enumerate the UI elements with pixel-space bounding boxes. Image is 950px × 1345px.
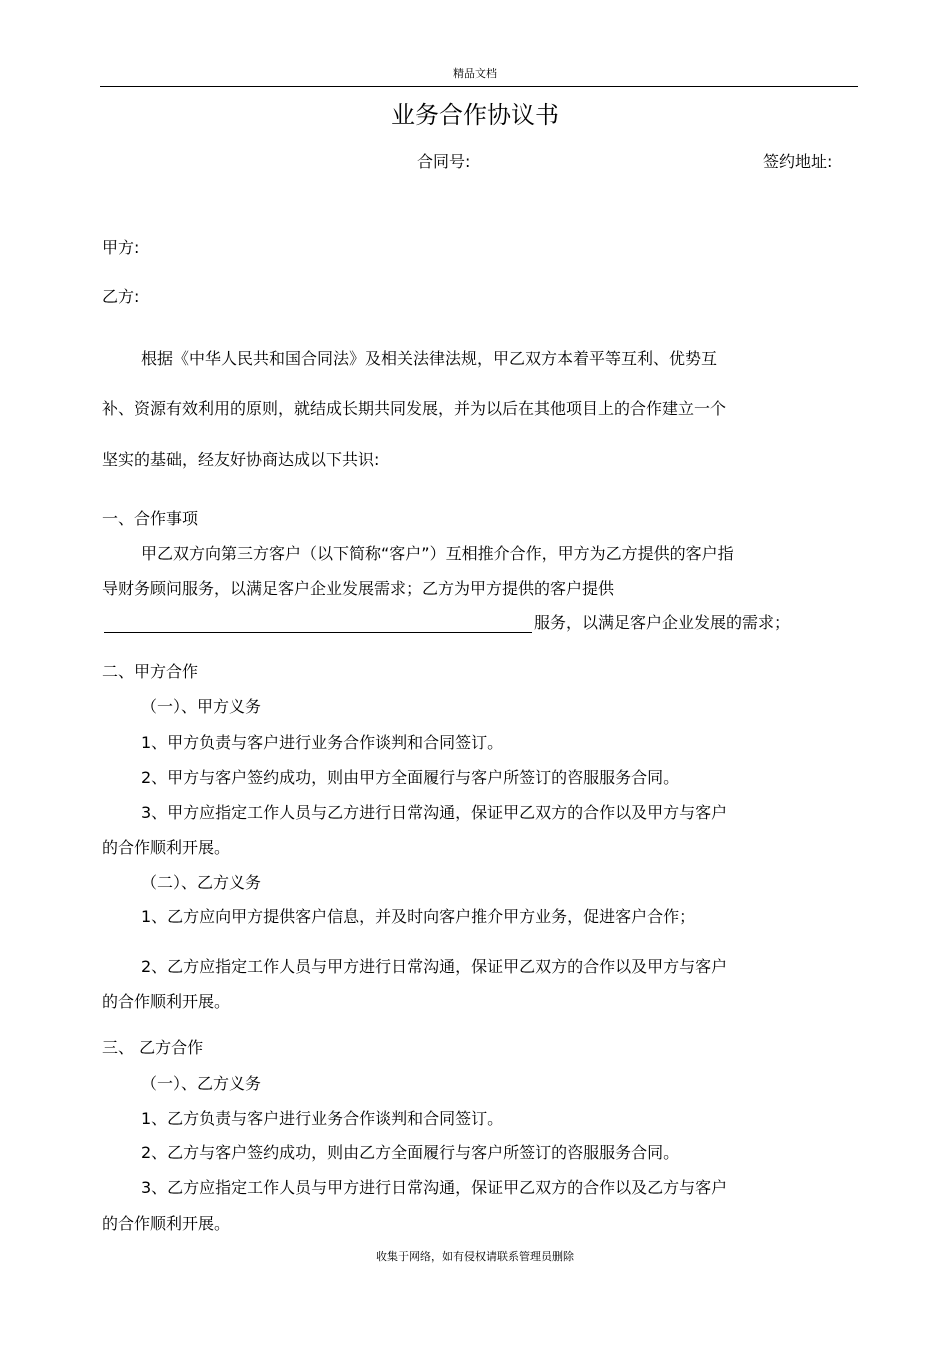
section-3-sub-1-item: 2、乙方与客户签约成功，则由乙方全面履行与客户所签订的咨服服务合同。 — [141, 1143, 680, 1162]
fill-in-blank-line — [104, 632, 532, 633]
section-2-sub-1-continuation: 的合作顺利开展。 — [102, 838, 231, 857]
preamble-line-1: 根据《中华人民共和国合同法》及相关法律法规，甲乙双方本着平等互利、优势互 — [141, 349, 718, 368]
contract-number-label: 合同号: — [417, 152, 471, 171]
section-1-line-2: 导财务顾问服务，以满足客户企业发展需求；乙方为甲方提供的客户提供 — [102, 579, 615, 598]
signing-address-label: 签约地址: — [763, 152, 833, 171]
section-2-sub-2-continuation: 的合作顺利开展。 — [102, 992, 231, 1011]
section-2-sub-2-heading: （二）、乙方义务 — [141, 873, 262, 892]
page-header: 精品文档 — [453, 67, 497, 80]
preamble-line-2: 补、资源有效利用的原则，就结成长期共同发展，并为以后在其他项目上的合作建立一个 — [102, 399, 727, 418]
section-1-line-3: 服务，以满足客户企业发展的需求； — [534, 613, 791, 632]
header-rule — [100, 86, 858, 87]
section-1-heading: 一、合作事项 — [102, 509, 199, 528]
document-title: 业务合作协议书 — [391, 101, 559, 129]
section-2-sub-1-heading: （一）、甲方义务 — [141, 697, 262, 716]
preamble-line-3: 坚实的基础，经友好协商达成以下共识: — [102, 450, 380, 469]
section-2-sub-2-item: 1、乙方应向甲方提供客户信息，并及时向客户推介甲方业务，促进客户合作； — [141, 907, 696, 926]
section-3-sub-1-heading: （一）、乙方义务 — [141, 1074, 262, 1093]
section-3-sub-1-continuation: 的合作顺利开展。 — [102, 1214, 231, 1233]
section-1-line-1: 甲乙双方向第三方客户（以下简称“客户”）互相推介合作，甲方为乙方提供的客户指 — [141, 544, 734, 563]
section-2-heading: 二、甲方合作 — [102, 662, 199, 681]
page-footer: 收集于网络，如有侵权请联系管理员删除 — [376, 1250, 574, 1263]
section-2-sub-1-item: 3、甲方应指定工作人员与乙方进行日常沟通，保证甲乙双方的合作以及甲方与客户 — [141, 803, 728, 822]
section-2-sub-1-item: 2、甲方与客户签约成功，则由甲方全面履行与客户所签订的咨服服务合同。 — [141, 768, 680, 787]
party-b-label: 乙方: — [102, 287, 140, 306]
party-a-label: 甲方: — [102, 238, 140, 257]
section-3-heading: 三、 乙方合作 — [102, 1038, 204, 1057]
section-3-sub-1-item: 3、乙方应指定工作人员与甲方进行日常沟通，保证甲乙双方的合作以及乙方与客户 — [141, 1178, 728, 1197]
section-3-sub-1-item: 1、乙方负责与客户进行业务合作谈判和合同签订。 — [141, 1109, 504, 1128]
section-2-sub-2-item: 2、乙方应指定工作人员与甲方进行日常沟通，保证甲乙双方的合作以及甲方与客户 — [141, 957, 728, 976]
section-2-sub-1-item: 1、甲方负责与客户进行业务合作谈判和合同签订。 — [141, 733, 504, 752]
